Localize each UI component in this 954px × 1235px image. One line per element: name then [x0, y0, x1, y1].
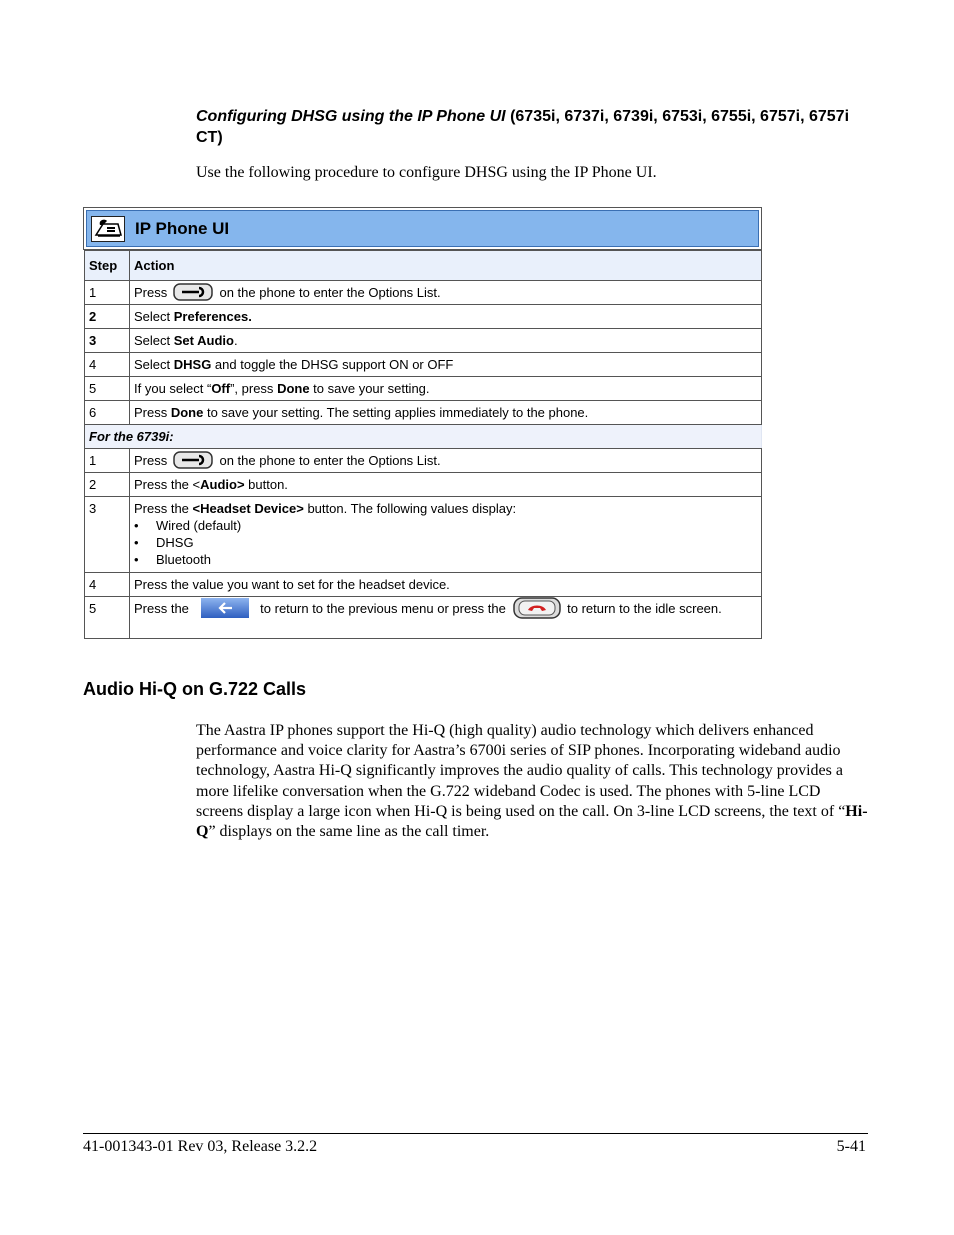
table-row: 5 Press the to return to the previous menu or press the to return to the idle screen. [85, 597, 762, 639]
table-row: 4 Press the value you want to set for the headset device. [85, 573, 762, 597]
goodbye-key-icon [513, 597, 561, 619]
footer-divider [83, 1133, 868, 1134]
table-row: 2 Select Preferences. [85, 305, 762, 329]
options-key-icon [173, 283, 213, 301]
table-row: 3 Press the <Headset Device> button. The following values display: • Wired (default) • DHSG • Bluetooth [85, 497, 762, 573]
back-arrow-key-icon [201, 598, 249, 618]
table-title-bar [83, 207, 762, 250]
column-header-step: Step [85, 251, 130, 281]
options-key-icon [173, 451, 213, 469]
list-item: • DHSG [134, 534, 757, 551]
ip-phone-ui-table [83, 207, 762, 639]
table-row: 1 Press on the phone to enter the Options List. [85, 449, 762, 473]
column-header-action: Action [130, 251, 762, 281]
table-title: IP Phone UI [135, 218, 230, 238]
footer-page-number: 5-41 [836, 1138, 866, 1155]
list-item: • Wired (default) [134, 517, 757, 534]
section-paragraph: The Aastra IP phones support the Hi-Q (high quality) audio technology which delivers enhanced performance and voice clarity for Aastra’s 6700i series of SIP phones. Incorporating wideband audio technology, Aastra Hi-Q significantly improves the audio quality of calls. This technology provides a more lifelike conversation when the G.722 wideband Codec is used. The phones with 5-line LCD screens display a large icon when Hi-Q is being used on the call. On 3-line LCD screens, the text of “Hi-Q” displays on the same line as the call timer. [196, 722, 868, 841]
table-row: 5 If you select “Off”, press Done to save your setting. [85, 377, 762, 401]
steps-table [84, 250, 762, 639]
table-subheader-row [85, 425, 762, 449]
table-row: 2 Press the <Audio> button. [85, 473, 762, 497]
desk-phone-icon [91, 216, 125, 242]
table-row: 3 Select Set Audio. [85, 329, 762, 353]
table-row: 1 Press on the phone to enter the Options List. [85, 281, 762, 305]
table-row: 4 Select DHSG and toggle the DHSG support ON or OFF [85, 353, 762, 377]
subheader-6739i: For the 6739i: [85, 425, 762, 449]
table-header-row [85, 251, 762, 281]
procedure-heading-title: Configuring DHSG using the IP Phone UI [196, 108, 506, 125]
footer-doc-id: 41-001343-01 Rev 03, Release 3.2.2 [83, 1138, 318, 1155]
procedure-heading [196, 106, 866, 148]
section-title: Audio Hi-Q on G.722 Calls [83, 679, 307, 699]
headset-values-list [134, 517, 757, 568]
intro-text: Use the following procedure to configure DHSG using the IP Phone UI. [196, 164, 657, 181]
list-item: • Bluetooth [134, 551, 757, 568]
procedure-heading-models: (6735i, 6737i, 6739i, 6753i, 6755i, 6757i, 6757i CT) [196, 108, 850, 146]
table-row: 6 Press Done to save your setting. The setting applies immediately to the phone. [85, 401, 762, 425]
